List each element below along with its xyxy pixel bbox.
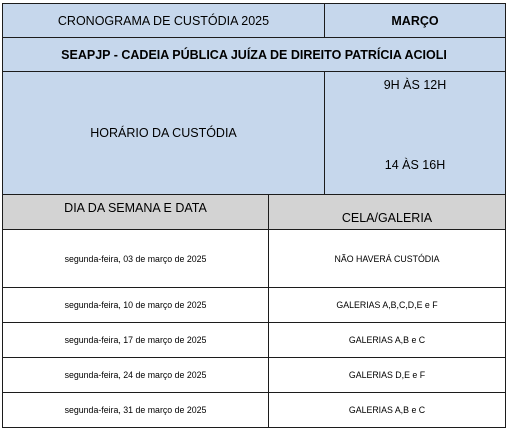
morning-hours: 9H ÀS 12H	[383, 78, 447, 92]
column-header-cell-gallery: CELA/GALERIA	[268, 194, 506, 230]
table-row-date: segunda-feira, 10 de março de 2025	[2, 287, 269, 323]
custody-hours-values	[324, 71, 506, 195]
column-header-date: DIA DA SEMANA E DATA	[2, 194, 269, 230]
afternoon-hours: 14 ÀS 16H	[384, 158, 446, 172]
schedule-title: CRONOGRAMA DE CUSTÓDIA 2025	[2, 3, 325, 38]
table-row-date: segunda-feira, 03 de março de 2025	[2, 229, 269, 288]
table-row-gallery: GALERIAS A,B,C,D,E e F	[268, 287, 506, 323]
table-row-gallery: GALERIAS D,E e F	[268, 357, 506, 393]
custody-hours-label: HORÁRIO DA CUSTÓDIA	[2, 71, 325, 195]
table-row-date: segunda-feira, 17 de março de 2025	[2, 322, 269, 358]
table-row-gallery: NÃO HAVERÁ CUSTÓDIA	[268, 229, 506, 288]
table-row-date: segunda-feira, 31 de março de 2025	[2, 392, 269, 428]
month-label: MARÇO	[324, 3, 506, 38]
unit-name: SEAPJP - CADEIA PÚBLICA JUÍZA DE DIREITO PATRÍCIA ACIOLI	[2, 37, 506, 72]
table-row-gallery: GALERIAS A,B e C	[268, 322, 506, 358]
table-row-date: segunda-feira, 24 de março de 2025	[2, 357, 269, 393]
table-row-gallery: GALERIAS A,B e C	[268, 392, 506, 428]
